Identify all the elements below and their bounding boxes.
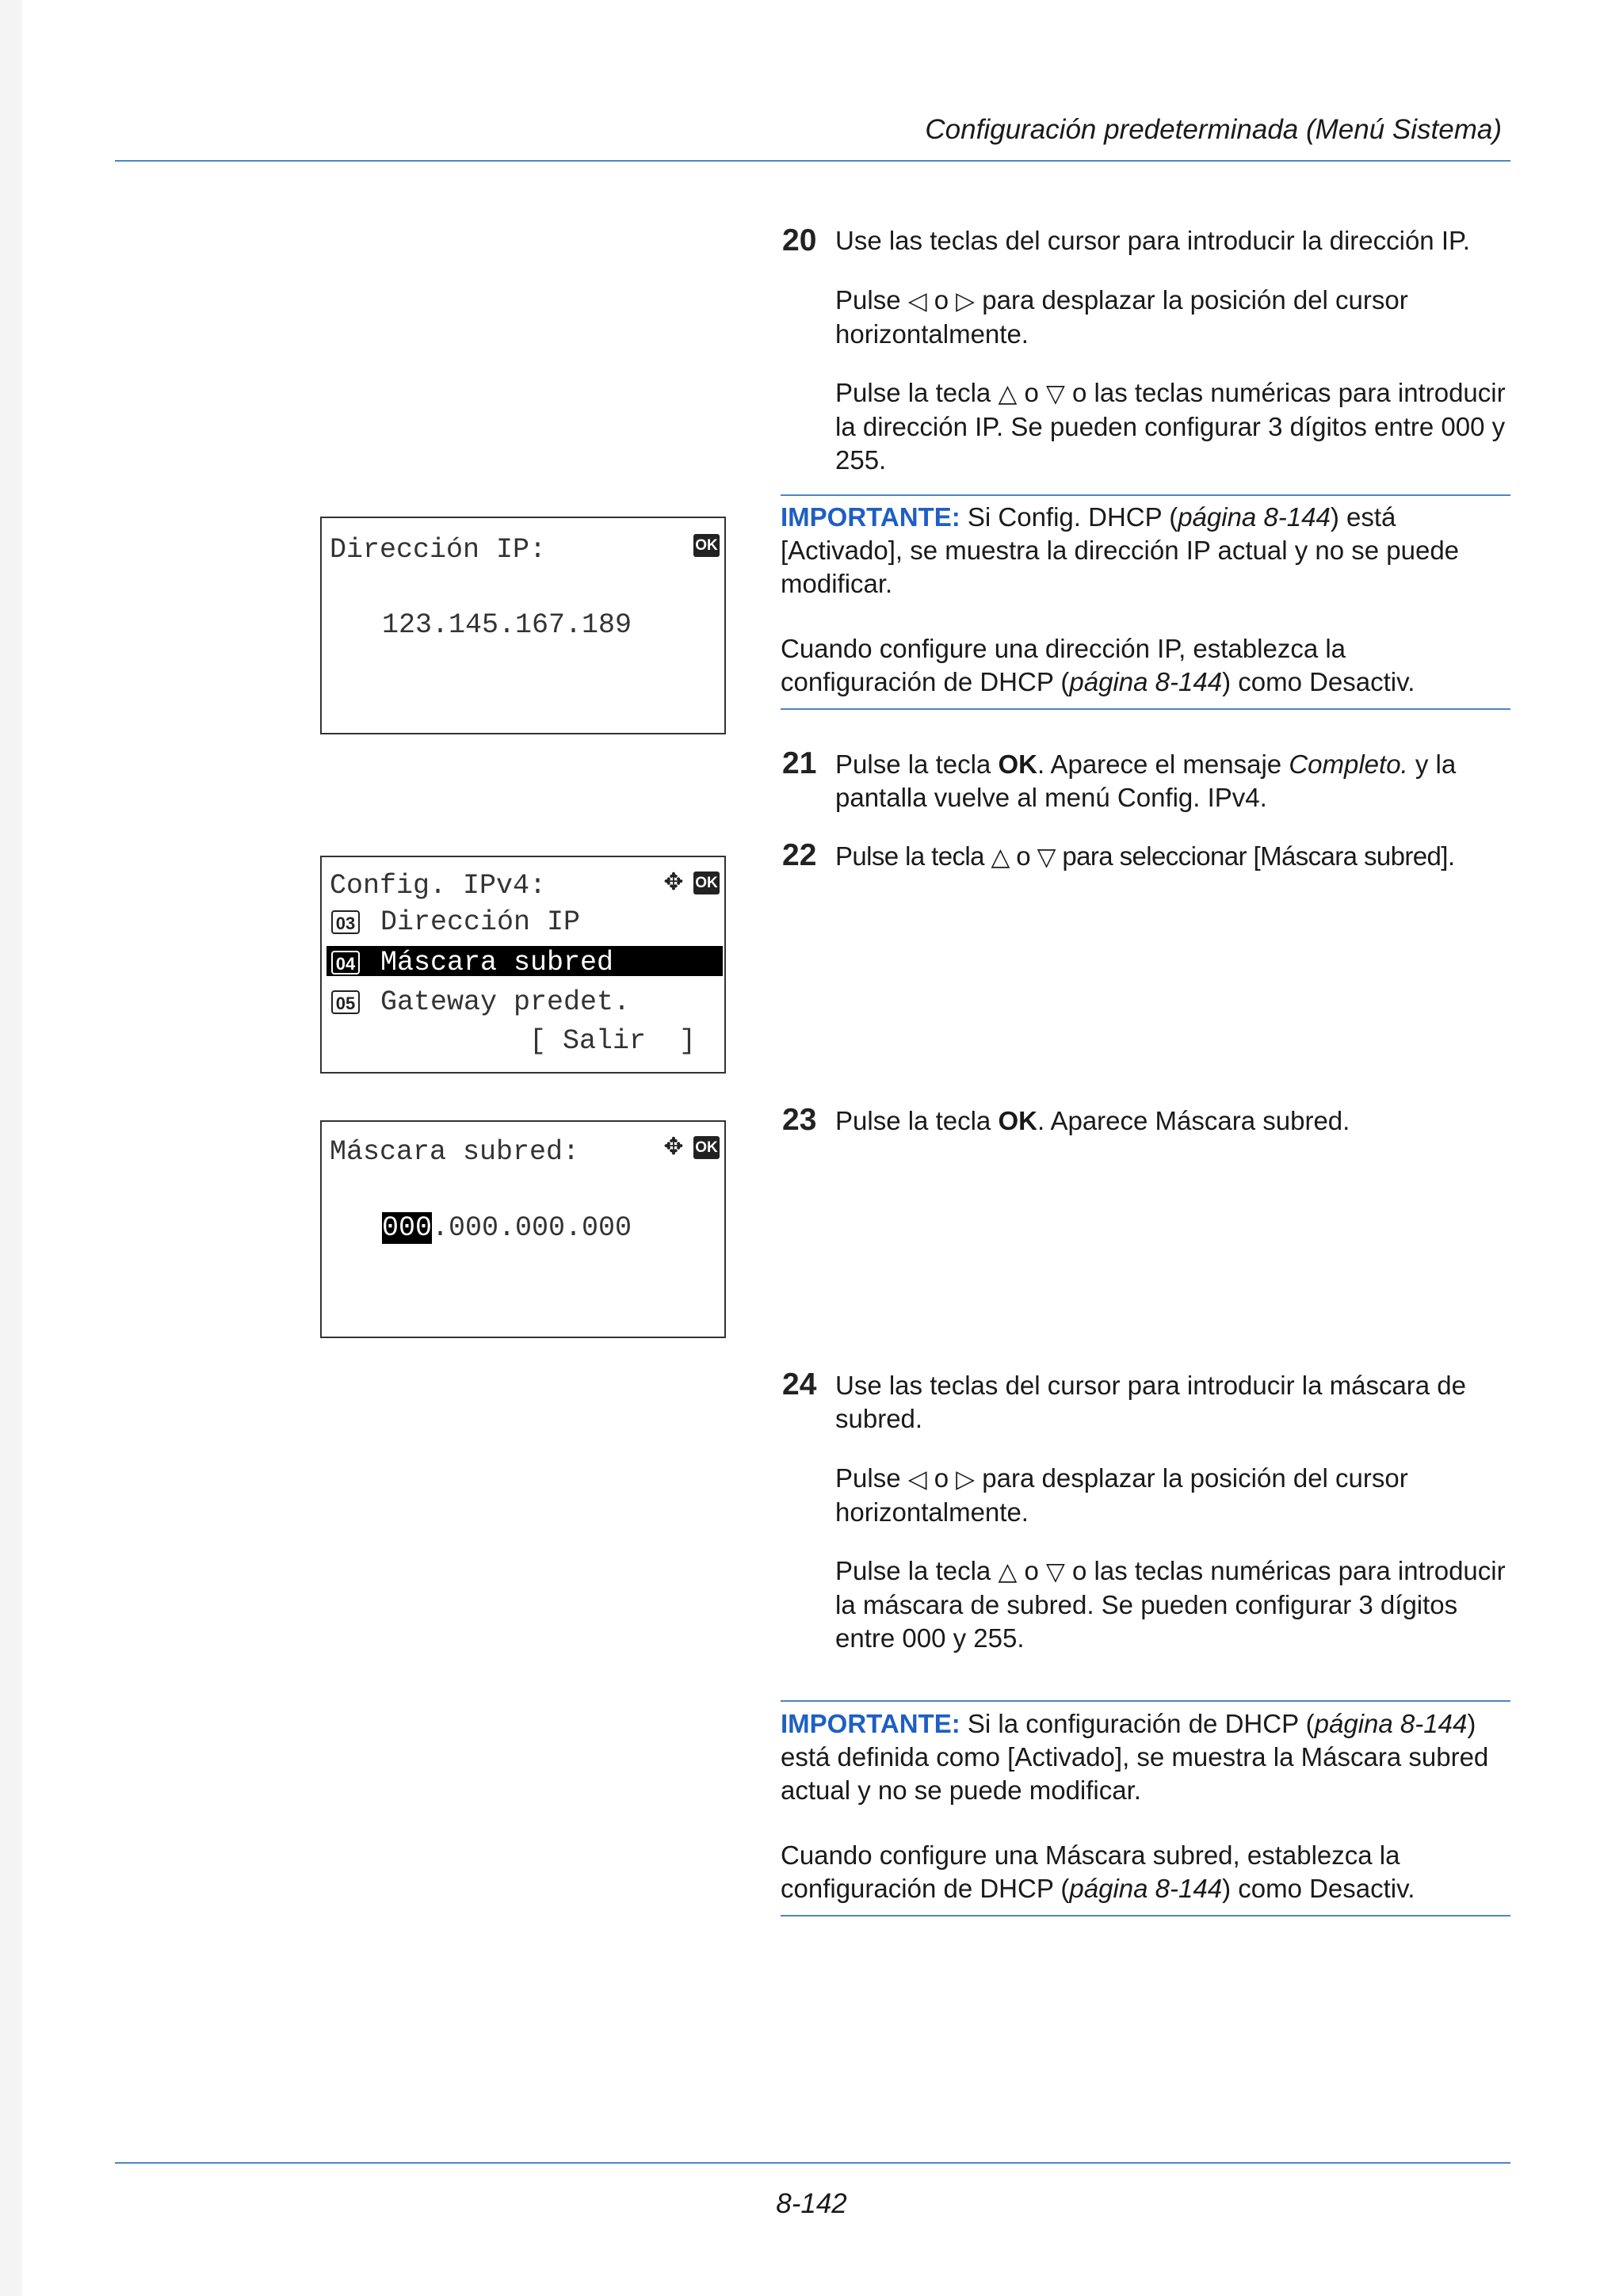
down-arrow-icon: ▽ [1046,379,1065,408]
page-reference: página 8-144 [1069,1874,1223,1903]
item-number-badge: 03 [331,910,360,934]
down-arrow-icon: ▽ [1046,1558,1065,1586]
step-20-move-cursor-text: Pulse ◁ o ▷ para desplazar la posición del cursor horizontalmente. [835,285,1408,349]
lcd-mask-title: Máscara subred: [330,1136,580,1168]
right-arrow-icon: ▷ [956,1465,976,1493]
page-number: 8-142 [776,2188,847,2219]
step-24-move-cursor-text: Pulse ◁ o ▷ para desplazar la posición del cursor horizontalmente. [835,1463,1408,1527]
ok-icon: OK [693,534,720,557]
step-24-digits-text: Pulse la tecla △ o ▽ o las teclas numéricas para introducir la máscara de subred. Se pueden configurar 3 dígitos entre 000 y 255. [835,1556,1506,1653]
cross-key-icon: ✥ [663,868,684,896]
item-number-badge: 04 [331,951,360,974]
lcd-ip-value: 123.145.167.189 [382,609,632,641]
completo-message: Completo. [1289,749,1408,779]
page-reference: página 8-144 [1069,667,1223,696]
lcd-subnet-mask-screen [320,1120,726,1338]
lcd-menu-item-mask-selected: 04 Máscara subred [327,946,723,976]
step-21-instruction: Pulse la tecla OK. Aparece el mensaje Completo. y la pantalla vuelve al menú Config. IPv4. [835,749,1457,812]
ok-icon: OK [693,871,720,894]
right-arrow-icon: ▷ [956,287,976,315]
note-1-important: IMPORTANTE: Si Config. DHCP (página 8-144) está [Activado], se muestra la dirección IP actual y no se puede modificar. [781,502,1460,598]
page-reference: página 8-144 [1178,502,1331,532]
page-header-title: Configuración predeterminada (Menú Sistema) [925,114,1502,145]
lcd-ipv4-menu-screen [320,856,726,1074]
ok-key-label: OK [998,749,1037,779]
important-label: IMPORTANTE: [781,1709,960,1738]
lcd-cursor-field: 000 [382,1212,433,1244]
footer-rule [115,2162,1510,2164]
left-arrow-icon: ◁ [907,1465,927,1493]
ok-key-label: OK [998,1106,1037,1135]
lcd-mask-value: 000.000.000.000 [382,1212,632,1244]
up-arrow-icon: △ [991,843,1010,871]
lcd-ipv4-title: Config. IPv4: [330,870,547,902]
step-20-number: 20 [782,223,817,257]
lcd-ip-address-screen [320,517,726,734]
lcd-ip-title: Dirección IP: [330,534,547,566]
step-23-instruction: Pulse la tecla OK. Aparece Máscara subred. [835,1106,1350,1135]
step-24-number: 24 [782,1367,817,1402]
note-2-bottom-rule [781,1915,1510,1917]
lcd-menu-item-gateway: 05 Gateway predet. [331,986,630,1018]
lcd-menu-item-ip: 03 Dirección IP [331,906,580,938]
step-23-number: 23 [782,1103,817,1137]
note-1-top-rule [781,494,1510,496]
left-arrow-icon: ◁ [907,287,927,315]
page-reference: página 8-144 [1314,1709,1468,1738]
up-arrow-icon: △ [998,1558,1018,1586]
note-2-dhcp-text: Cuando configure una Máscara subred, establezca la configuración de DHCP (página 8-144) como Desactiv. [781,1840,1415,1903]
header-rule [115,160,1510,162]
note-2-important: IMPORTANTE: Si la configuración de DHCP (página 8-144) está definida como [Activado], se muestra la Máscara subred actual y no se puede modificar. [781,1709,1489,1805]
step-21-number: 21 [782,746,817,780]
page-edge-shade [0,0,22,2296]
down-arrow-icon: ▽ [1037,843,1056,871]
step-22-number: 22 [782,838,817,872]
step-20-instruction: Use las teclas del cursor para introducir la dirección IP. [835,226,1470,255]
note-1-bottom-rule [781,708,1510,710]
up-arrow-icon: △ [998,379,1018,408]
ok-icon: OK [693,1136,720,1159]
step-24-instruction: Use las teclas del cursor para introducir la máscara de subred. [835,1371,1467,1433]
cross-key-icon: ✥ [663,1133,684,1161]
note-2-top-rule [781,1700,1510,1702]
step-20-digits-text: Pulse la tecla △ o ▽ o las teclas numéricas para introducir la dirección IP. Se pueden configurar 3 dígitos entre 000 y 255. [835,378,1506,475]
important-label: IMPORTANTE: [781,502,960,532]
step-22-instruction: Pulse la tecla △ o ▽ para seleccionar [Máscara subred]. [835,841,1455,871]
lcd-exit-option: [ Salir ] [529,1025,697,1057]
note-1-dhcp-text: Cuando configure una dirección IP, establezca la configuración de DHCP (página 8-144) como Desactiv. [781,634,1415,696]
item-number-badge: 05 [331,990,360,1014]
